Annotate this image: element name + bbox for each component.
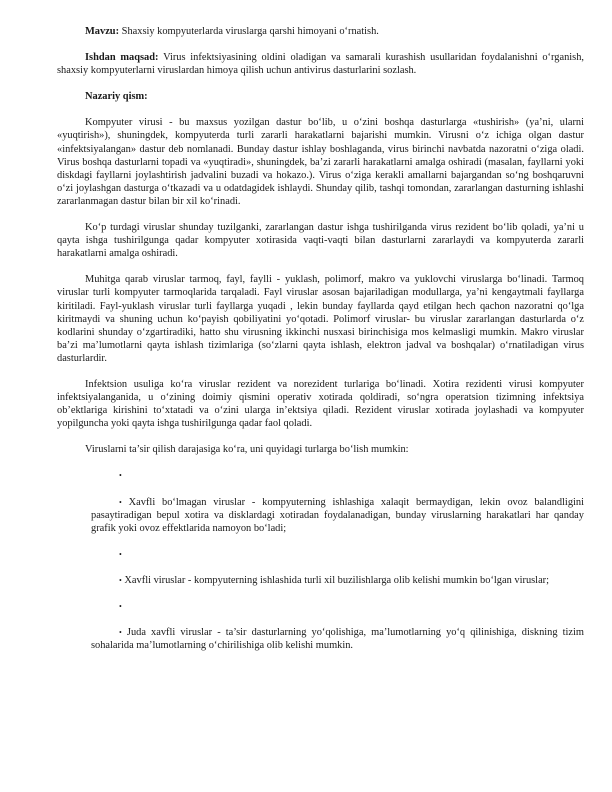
list-item-text: Juda xavfli viruslar - ta’sir dasturlarning yo‘qolishiga, ma’lumotlarning yo‘q qilinishiga, diskning tizim sohalarida ma’lumotlarning o‘chirilishiga olib kelishi mumkin.: [91, 627, 584, 652]
purpose-label: Ishdan maqsad:: [85, 52, 159, 64]
bullet-dot: •: [119, 497, 122, 507]
body-paragraph: Muhitga qarab viruslar tarmoq, fayl, faylli - yuklash, polimorf, makro va yuklovchi viruslarga bo‘linadi. Tarmoq viruslar turli kompyuter tarmoqlarida tarqaladi. Fayl viruslar asosan bajariladigan modullarga, ya’ni kengaytmali fayllarga kiritiladi. Fayl-yuklash viruslar turli fayllarga yuqadi , lekin bunday fayllarda qayd etilgan hech qachon nazoratni qo‘lga kiritmaydi va shuning uchun ko‘payish qobiliyatini yo‘qotadi. Polimorf viruslar- bu viruslar zararlangan dasturlarda o‘z kodlarini shunday o‘zgartiradiki, hatto shu virusning ikkinchi nusxasi birinchisiga mos kelmasligi mumkin. Makro viruslar ba’zi ma’lumotlarni qayta ishlash tizimlariga (so‘zlarni qayta ishlash, elektron jadval va boshqalar) o‘rnatiladigan virus dasturlardir.: [57, 274, 584, 364]
purpose-paragraph: [57, 51, 584, 77]
bullet-list: [91, 469, 584, 652]
list-item: [91, 574, 584, 587]
theory-heading: Nazariy qism:: [85, 91, 148, 103]
bullet-dot: •: [119, 628, 122, 638]
bullet-dot: •: [119, 549, 122, 559]
empty-bullet: [91, 548, 584, 561]
empty-bullet: [91, 600, 584, 613]
body-paragraph: Infektsion usuliga ko‘ra viruslar rezident va norezident turlariga bo‘linadi. Xotira rezidenti virusi kompyuter infektsiyalanganida, u o‘zining doimiy qismini operativ xotirada qoldiradi, so‘ngra operatsion tizimning infektsiya ob’ektlariga kirishini to‘xtatadi va o‘zini ularga in’ektsiya qiladi. Rezident viruslar xotirada joylashadi va kompyuter yopilguncha yoki qayta ishga tushirilgunga qadar faol qoladi.: [57, 378, 584, 430]
body-paragraph: Ko‘p turdagi viruslar shunday tuzilganki, zararlangan dastur ishga tushirilganda virus rezident bo‘lib qoladi, ya’ni u qayta ishga tushirilgunga qadar kompyuter xotirasida vaqti-vaqti bilan dasturlarni zararlaydi va kompyuterda zararli harakatlarni amalga oshiradi.: [57, 222, 584, 260]
bullet-dot: •: [119, 575, 122, 585]
list-item-text: Xavfli viruslar - kompyuterning ishlashida turli xil buzilishlarga olib kelishi mumkin bo‘lgan viruslar;: [124, 574, 550, 586]
list-item: [91, 496, 584, 535]
empty-bullet: [91, 469, 584, 482]
list-item: [91, 626, 584, 652]
body-paragraph: Viruslarni ta’sir qilish darajasiga ko‘ra, uni quyidagi turlarga bo‘lish mumkin:: [85, 444, 409, 456]
document-page: [57, 25, 584, 652]
purpose-text: Virus infektsiyasining oldini oladigan va samarali kurashish usullaridan foydalanishni o‘rganish, shaxsiy kompyuterlarni viruslardan himoya qilish uchun antivirus dasturlarini sozlash.: [57, 52, 585, 77]
bullet-dot: •: [119, 471, 122, 481]
list-item-text: Xavfli bo‘lmagan viruslar - kompyuterning ishlashiga xalaqit bermaydigan, lekin ovoz balandligini pasaytiradigan bepul xotira va disklardagi xotiradan foydalanadigan, bunday viruslarning harakatlari har qanday grafik yoki ovoz effektlarida namoyon bo‘ladi;: [91, 496, 584, 534]
body-paragraph: Kompyuter virusi - bu maxsus yozilgan dastur bo‘lib, u o‘zini boshqa dasturlarga «tushirish» (ya’ni, ularni «yuqtirish»), shuningdek, kompyuterda turli zararli harakatlarni bajarishi mumkin. Virusni o‘z ichiga olgan dastur «infektsiyalangan» dastur deb nomlanadi. Bunday dastur ishlay boshlaganda, virus birinchi navbatda nazoratni o‘ziga oladi. Virus boshqa dasturlarni topadi va «yuqtiradi», shuningdek, ba’zi zararli harakatlarni amalga oshiradi (masalan, fayllarni yoki diskdagi fayllarni joylashtirish jadvalini buzadi va hokazo.). Virus o‘ziga kerakli amallarni bajargandan so‘ng boshqaruvni o‘zi joylashgan dasturga o‘tkazadi va u odatdagidek ishlaydi. Shunday qilib, tashqi tomondan, zararlangan dasturning ishlashi zararlanmagan dastur bilan bir xil ko‘rinadi.: [57, 117, 584, 207]
topic-text: Shaxsiy kompyuterlarda viruslarga qarshi himoyani o‘rnatish.: [119, 26, 379, 37]
bullet-dot: •: [119, 602, 122, 611]
topic-label: Mavzu:: [85, 26, 120, 37]
topic-line: [57, 25, 584, 38]
